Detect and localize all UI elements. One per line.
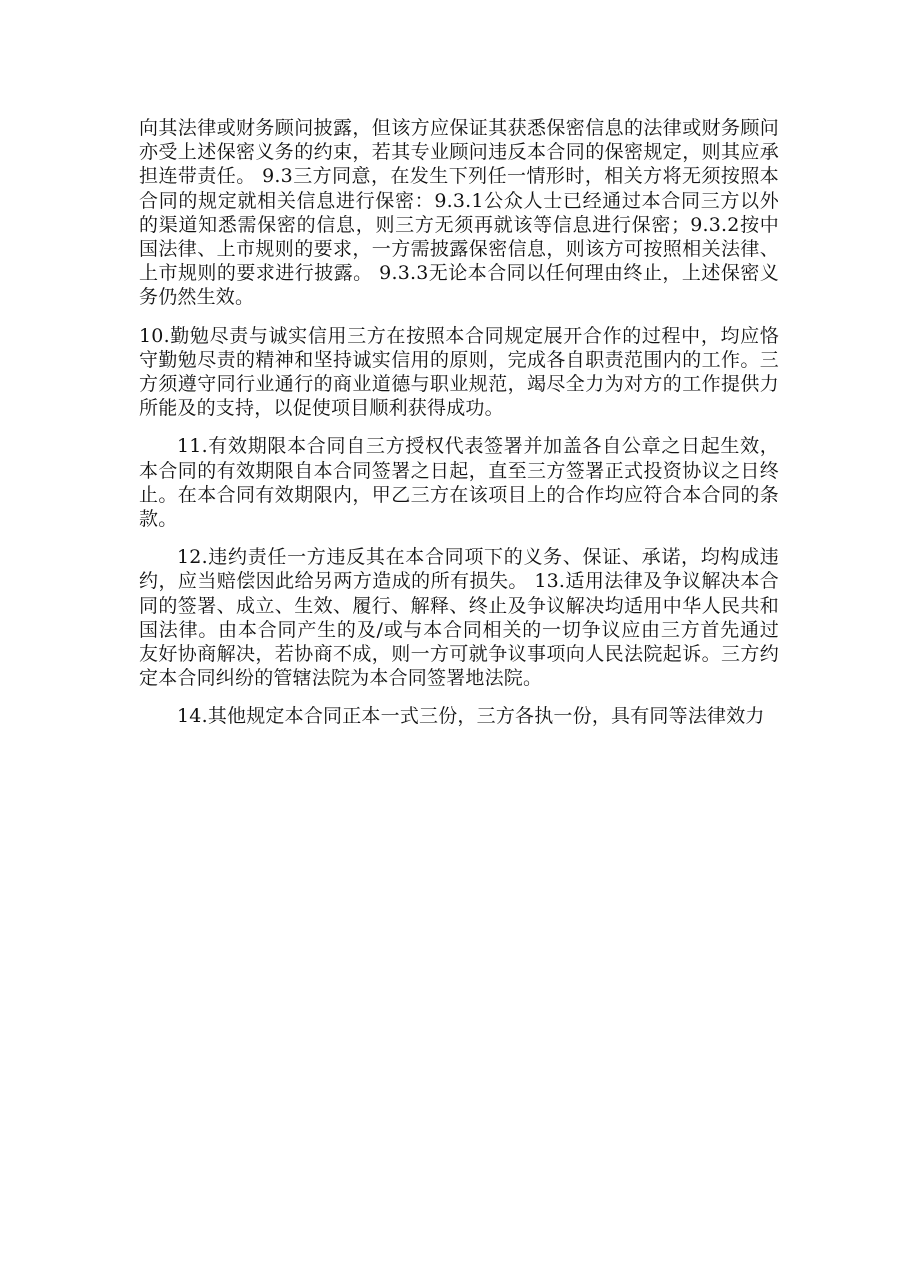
paragraph-breach-law: 12.违约责任一方违反其在本合同项下的义务、保证、承诺，均构成违约，应当赔偿因此给另两方造成的所有损失。 13.适用法律及争议解决本合同的签署、成立、生效、履行、解释、终止及争议解决均适用中华人民共和国法律。由本合同产生的及/或与本合同相关的一切争议应由三方首先通过友好协商解决，若协商不成，则一方可就争议事项向人民法院起诉。三方约定本合同纠纷的管辖法院为本合同签署地法院。 <box>139 546 779 690</box>
paragraph-confidentiality: 向其法律或财务顾问披露，但该方应保证其获悉保密信息的法律或财务顾问亦受上述保密义务的约束，若其专业顾问违反本合同的保密规定，则其应承担连带责任。 9.3三方同意，在发生下列任一情形时，相关方将无须按照本合同的规定就相关信息进行保密：9.3.1公众人士已经通过本合同三方以外的渠道知悉需保密的信息，则三方无须再就该等信息进行保密；9.3.2按中国法律、上市规则的要求，一方需披露保密信息，则该方可按照相关法律、上市规则的要求进行披露。 9.3.3无论本合同以任何理由终止，上述保密义务仍然生效。 <box>139 117 779 309</box>
paragraph-validity: 11.有效期限本合同自三方授权代表签署并加盖各自公章之日起生效，本合同的有效期限自本合同签署之日起，直至三方签署正式投资协议之日终止。在本合同有效期限内，甲乙三方在该项目上的合作均应符合本合同的条款。 <box>139 435 779 531</box>
paragraph-other: 14.其他规定本合同正本一式三份，三方各执一份，具有同等法律效力 <box>177 705 765 728</box>
paragraph-diligence: 10.勤勉尽责与诚实信用三方在按照本合同规定展开合作的过程中，均应恪守勤勉尽责的精神和坚持诚实信用的原则，完成各自职责范围内的工作。三方须遵守同行业通行的商业道德与职业规范，竭尽全力为对方的工作提供力所能及的支持，以促使项目顺利获得成功。 <box>139 324 779 420</box>
document-body <box>139 116 779 743</box>
